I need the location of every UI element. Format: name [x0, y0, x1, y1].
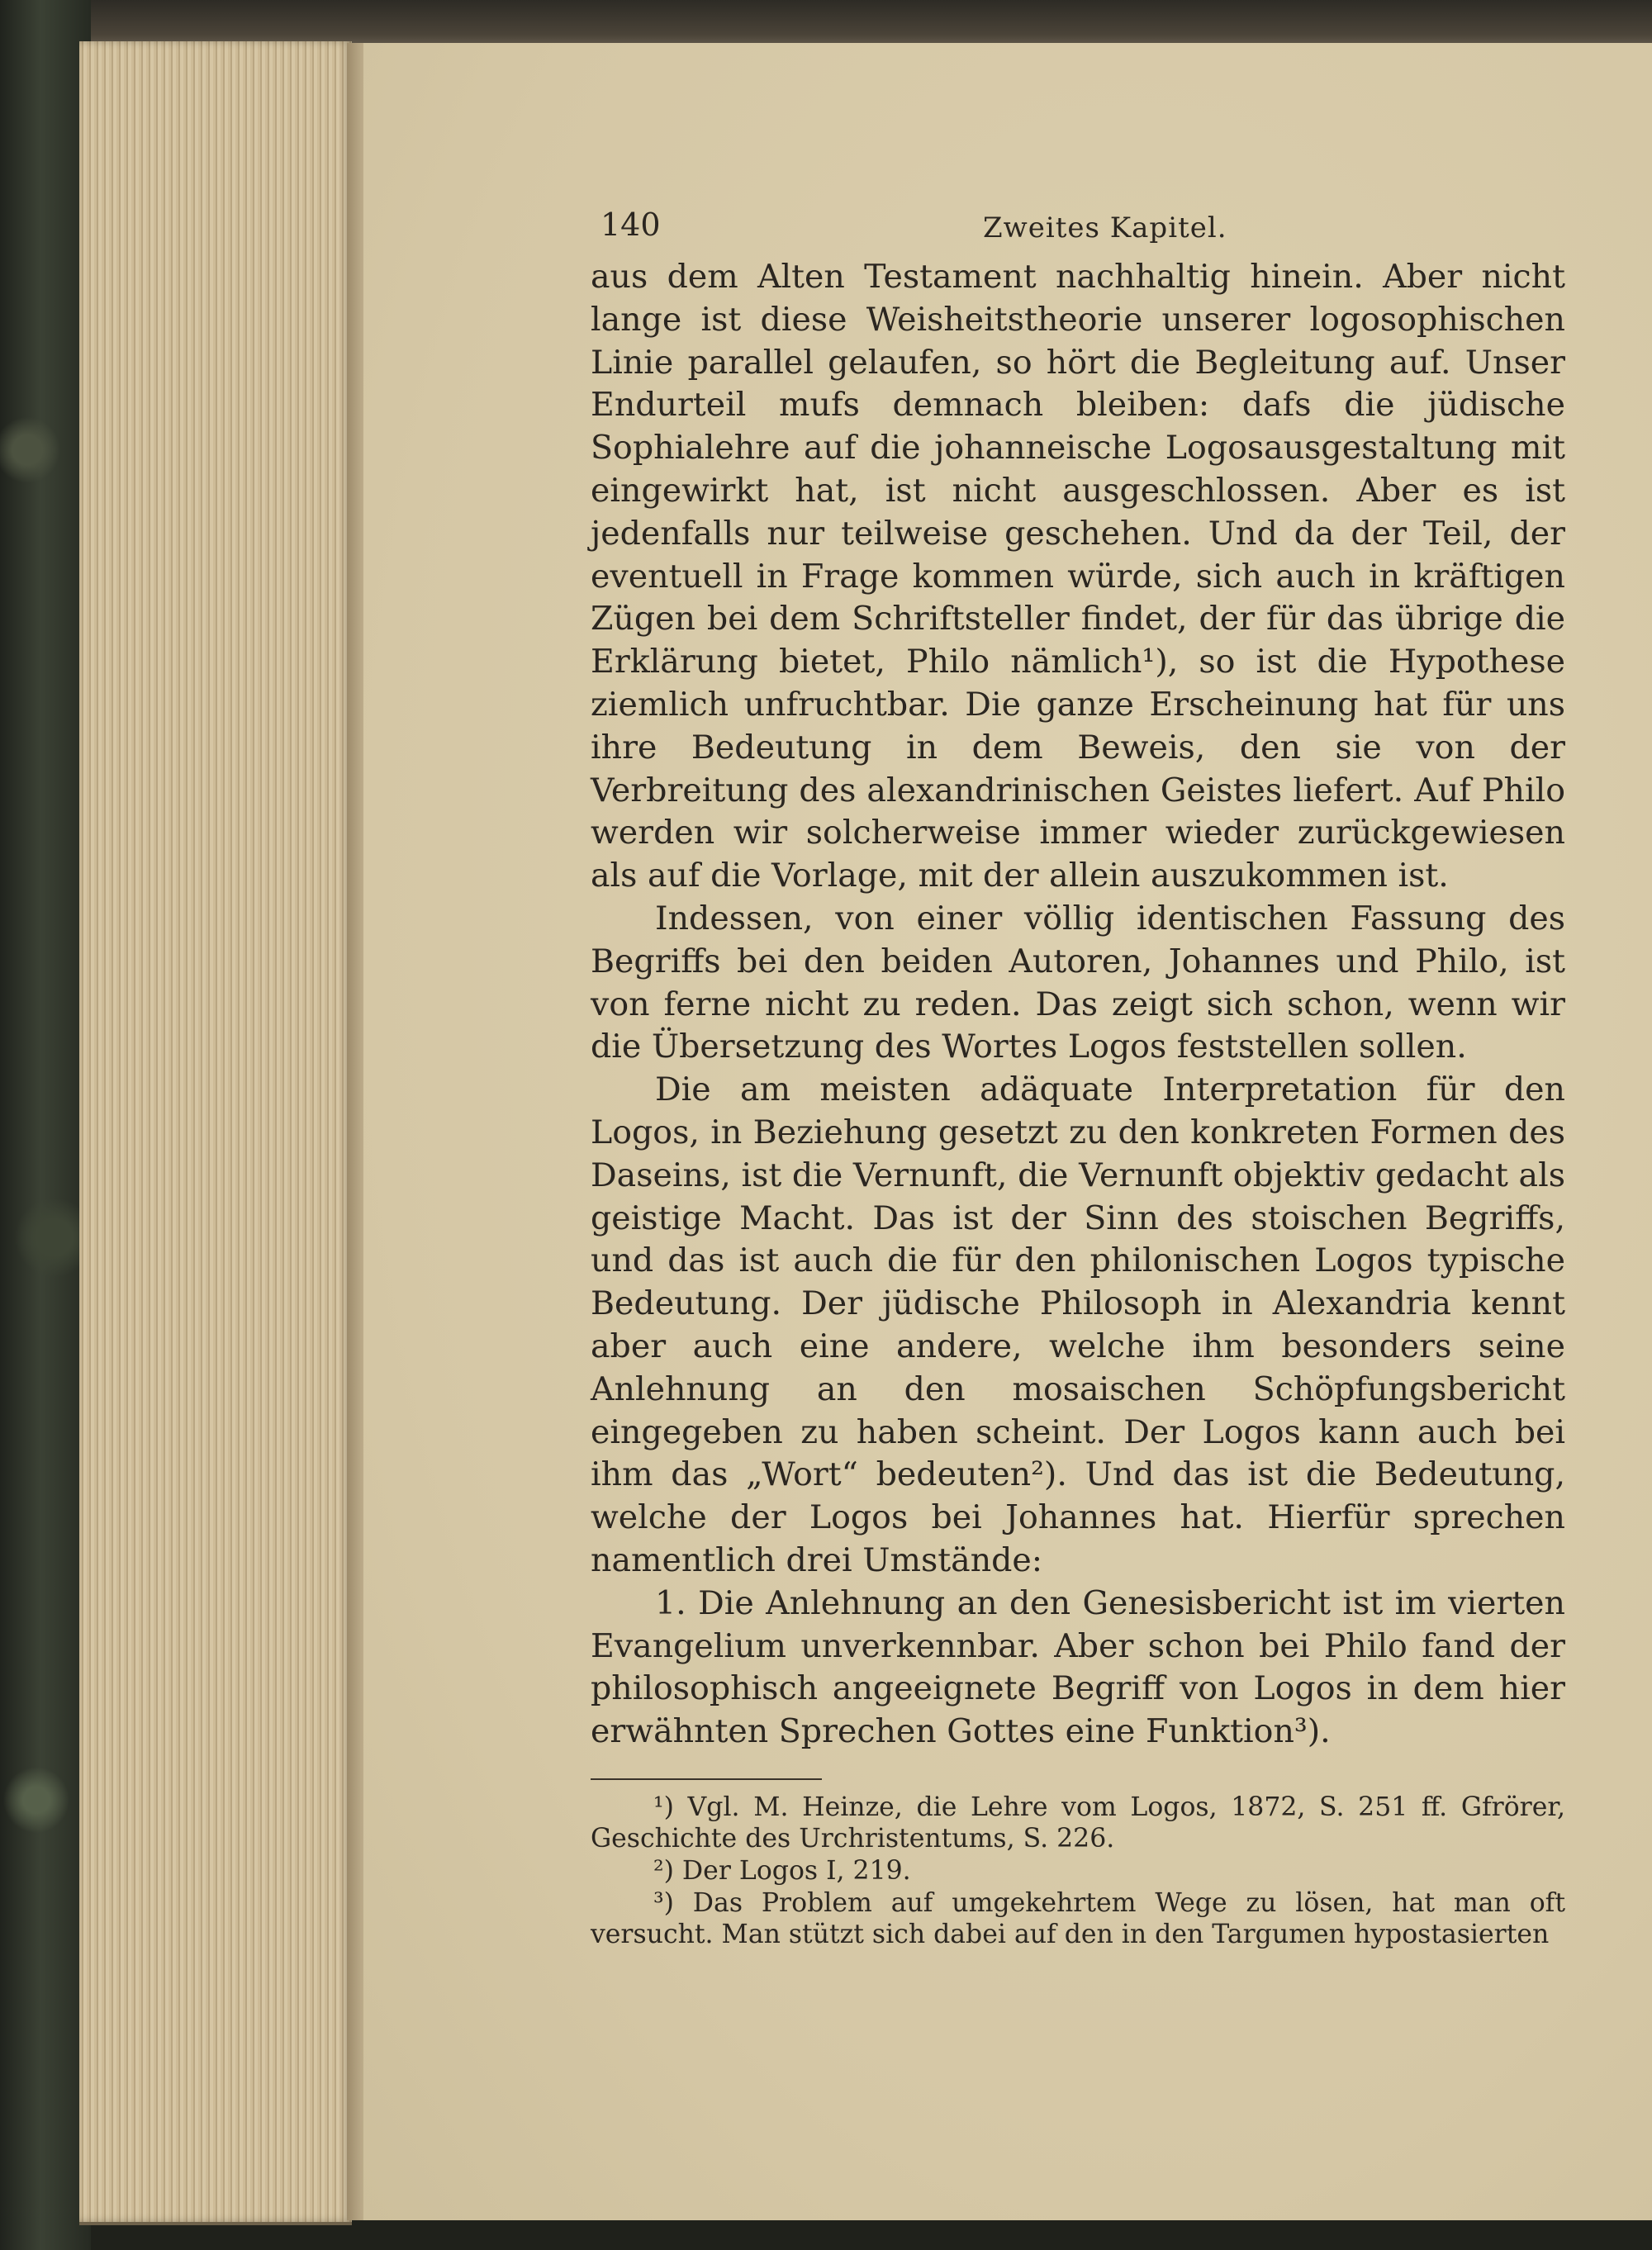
- page-number: 140: [601, 206, 661, 243]
- footnote: ¹) Vgl. M. Heinze, die Lehre vom Logos, 1872, S. 251 ff. Gfrörer, Geschichte des Urchristentums, S. 226.: [591, 1792, 1565, 1854]
- paragraph: 1. Die Anlehnung an den Genesisbericht ist im vierten Evangelium unverkennbar. Aber schon bei Philo fand der philosophisch angeeignete Begriff von Logos in dem hier erwähnten Sprechen Gottes eine Funktion³).: [591, 1583, 1565, 1751]
- chapter-title: Zweites Kapitel.: [983, 211, 1227, 244]
- footnotes: [591, 1792, 1565, 1951]
- footnote-rule: [591, 1778, 1565, 1951]
- book-cover: [0, 0, 91, 2250]
- body-text: [591, 256, 1565, 1754]
- paragraph: aus dem Alten Testament nachhaltig hinein. Aber nicht lange ist diese Weisheitstheorie unserer logosophischen Linie parallel gelaufen, so hört die Begleitung auf. Unser Endurteil mufs demnach bleiben: dafs die jüdische Sophialehre auf die johanneische Logosausgestaltung mit eingewirkt hat, ist nicht ausgeschlossen. Aber es ist jedenfalls nur teilweise geschehen. Und da der Teil, der eventuell in Frage kommen würde, sich auch in kräftigen Zügen bei dem Schriftsteller findet, der für das übrige die Erklärung bietet, Philo nämlich¹), so ist die Hypothese ziemlich unfruchtbar. Die ganze Erscheinung hat für uns ihre Bedeutung in dem Beweis, den sie von der Verbreitung des alexandrinischen Geistes liefert. Auf Philo werden wir solcherweise immer wieder zurückgewiesen als auf die Vorlage, mit der allein auszukommen ist.: [591, 258, 1565, 895]
- page-content: [591, 206, 1565, 1951]
- paragraph: Indessen, von einer völlig identischen Fassung des Begriffs bei den beiden Autoren, Johannes und Philo, ist von ferne nicht zu reden. Das zeigt sich schon, wenn wir die Übersetzung des Wortes Logos feststellen sollen.: [591, 899, 1565, 1066]
- footnote: ²) Der Logos I, 219.: [653, 1856, 911, 1887]
- running-head: [591, 206, 1565, 256]
- footnote: ³) Das Problem auf umgekehrtem Wege zu lösen, hat man oft versucht. Man stützt sich dabei auf den in den Targumen hypostasierten: [591, 1887, 1565, 1950]
- page-edges: [79, 41, 352, 2225]
- paragraph: Die am meisten adäquate Interpretation für den Logos, in Beziehung gesetzt zu den konkreten Formen des Daseins, ist die Vernunft, die Vernunft objektiv gedacht als geistige Macht. Das ist der Sinn des stoischen Begriffs, und das ist auch die für den philonischen Logos typische Bedeutung. Der jüdische Philosoph in Alexandria kennt aber auch eine andere, welche ihm besonders seine Anlehnung an den mosaischen Schöpfungsbericht eingegeben zu haben scheint. Der Logos kann auch bei ihm das „Wort“ bedeuten²). Und das ist die Bedeutung, welche der Logos bei Johannes hat. Hierfür sprechen namentlich drei Umstände:: [591, 1070, 1565, 1579]
